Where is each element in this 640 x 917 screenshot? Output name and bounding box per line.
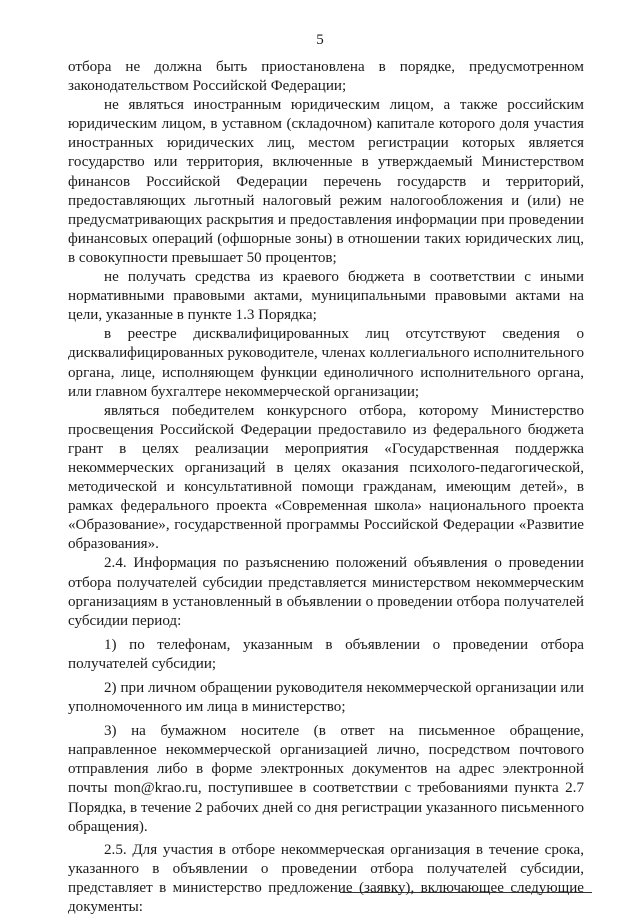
paragraph-2-5: 2.5. Для участия в отборе некоммерческая организация в течение срока, указанного в объявлении о проведении отбора получателей субсидии, представляет в министерство предложение (заявку), включающее следующие документы:: [68, 841, 584, 916]
list-item-2: 2) при личном обращении руководителя некоммерческой организации или уполномоченного им лица в министерство;: [68, 680, 584, 716]
paragraph-2-4: 2.4. Информация по разъяснению положений объявления о проведении отбора получателей субсидии представляется министерством некоммерческим организациям в установленный в объявлении о проведении отбора получателей субсидии период:: [68, 555, 584, 629]
paragraph-disqualified-registry: в реестре дисквалифицированных лиц отсутствуют сведения о дисквалифицированных руководителе, членах коллегиального исполнительного органа, лице, исполняющем функции единоличного исполнительного органа, или главном бухгалтере некоммерческой организации;: [68, 326, 584, 400]
page-number: 5: [316, 32, 324, 48]
footer-divider: [340, 892, 592, 893]
document-body: [68, 58, 584, 917]
list-item-3: 3) на бумажном носителе (в ответ на письменное обращение, направленное некоммерческой организацией лично, посредством почтового отправления либо в форме электронных документов на адрес электронной почты mon@krao.ru, поступившее в соответствии с требованиями пункта 2.7 Порядка, в течение 2 рабочих дней со дня регистрации указанного письменного обращения).: [68, 723, 584, 835]
paragraph-continuation: отбора не должна быть приостановлена в порядке, предусмотренном законодательством Российской Федерации;: [68, 59, 584, 95]
paragraph-foreign-entity: не являться иностранным юридическим лицом, а также российским юридическим лицом, в уставном (складочном) капитале которого доля участия иностранных юридических лиц, местом регистрации которых является государство или территория, включенные в утверждаемый Министерством финансов Российской Федерации перечень государств и территорий, предоставляющих льготный налоговый режим налогообложения и (или) не предусматривающих раскрытия и предоставления информации при проведении финансовых операций (офшорные зоны) в отношении таких юридических лиц, в совокупности превышает 50 процентов;: [68, 97, 584, 266]
paragraph-regional-budget: не получать средства из краевого бюджета в соответствии с иными нормативными правовыми актами, муниципальными правовыми актами на цели, указанные в пункте 1.3 Порядка;: [68, 269, 584, 324]
list-item-1: 1) по телефонам, указанным в объявлении о проведении отбора получателей субсидии;: [68, 636, 584, 672]
paragraph-competition-winner: являться победителем конкурсного отбора, которому Министерство просвещения Российской Федерации предоставило из федерального бюджета грант в целях реализации мероприятия «Государственная поддержка некоммерческих организаций в целях оказания психолого-педагогической, методической и консультативной помощи гражданам, имеющим детей», в рамках федерального проекта «Современная школа» национального проекта «Образование», государственной программы Российской Федерации «Развитие образования».: [68, 402, 584, 553]
